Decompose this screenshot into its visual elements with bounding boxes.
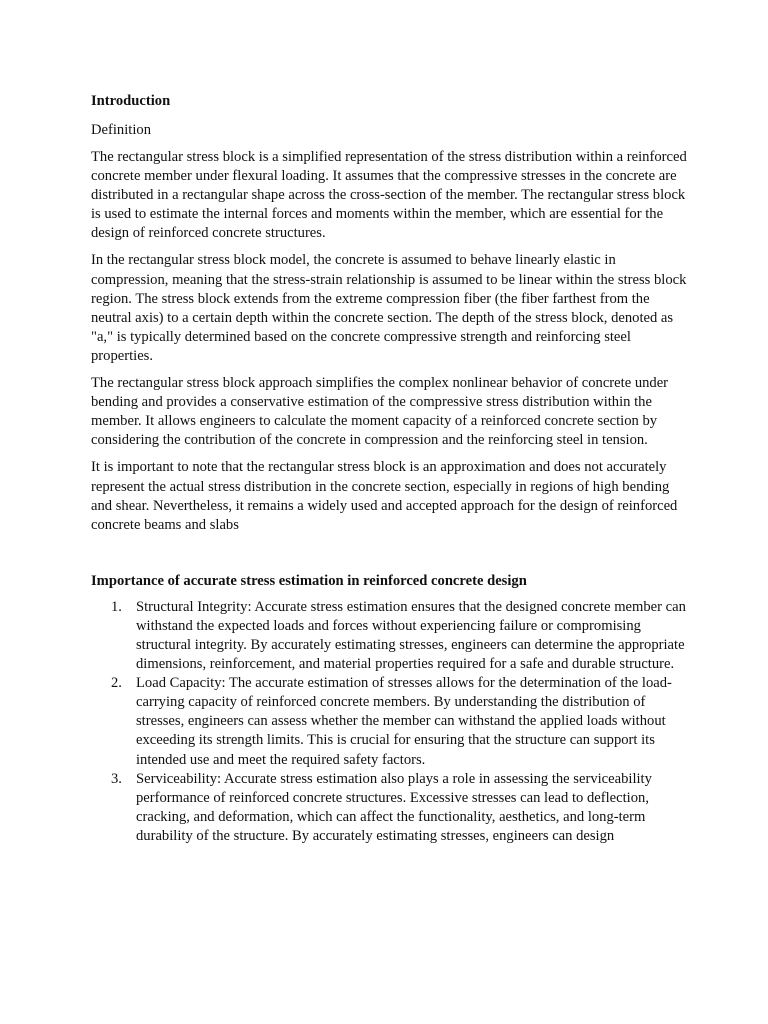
- paragraph-1: The rectangular stress block is a simplified representation of the stress distribution within a reinforced concrete member under flexural loading. It assumes that the compressive stresses in the concrete are distributed in a rectangular shape across the cross-section of the member. The rectangular stress block is used to estimate the internal forces and moments within the member, which are essential for the design of reinforced concrete structures.: [91, 149, 687, 242]
- list-item: [91, 770, 689, 846]
- paragraph-2: In the rectangular stress block model, the concrete is assumed to behave linearly elastic in compression, meaning that the stress-strain relationship is assumed to be linear within the stress block region. The stress block extends from the extreme compression fiber (the fiber farthest from the neutral axis) to a certain depth within the concrete section. The depth of the stress block, denoted as "a," is typically determined based on the concrete compressive strength and reinforcing steel properties.: [91, 252, 687, 364]
- list-item-text: Structural Integrity: Accurate stress estimation ensures that the designed concrete member can withstand the expected loads and forces without experiencing failure or compromising structural integrity. By accurately estimating stresses, engineers can determine the appropriate dimensions, reinforcement, and material properties required for a safe and durable structure.: [136, 598, 686, 673]
- paragraph-4: It is important to note that the rectangular stress block is an approximation and does not accurately represent the actual stress distribution in the concrete section, especially in regions of high bending and shear. Nevertheless, it remains a widely used and accepted approach for the design of reinforced concrete beams and slabs: [91, 459, 678, 533]
- importance-list: [91, 598, 689, 846]
- list-item-text: Load Capacity: The accurate estimation of stresses allows for the determination of the load-carrying capacity of reinforced concrete members. By understanding the distribution of stresses, engineers can assess whether the member can withstand the applied loads without exceeding its strength limits. This is crucial for ensuring that the structure can support its intended use and meet the required safety factors.: [136, 675, 672, 768]
- list-item: [91, 674, 689, 769]
- list-item-number: 3.: [111, 770, 122, 787]
- list-item-number: 2.: [111, 675, 122, 692]
- importance-section-heading: Importance of accurate stress estimation in reinforced concrete design: [91, 572, 527, 589]
- list-item-number: 1.: [111, 598, 122, 615]
- list-item: [91, 598, 689, 674]
- definition-subheading: Definition: [91, 122, 151, 138]
- document-body: [91, 92, 689, 846]
- introduction-heading: Introduction: [91, 93, 171, 109]
- list-item-text: Serviceability: Accurate stress estimation also plays a role in assessing the serviceability performance of reinforced concrete structures. Excessive stresses can lead to deflection, cracking, and deformation, which can affect the functionality, aesthetics, and long-term durability of the structure. By accurately estimating stresses, engineers can design: [136, 770, 652, 844]
- paragraph-3: The rectangular stress block approach simplifies the complex nonlinear behavior of concrete under bending and provides a conservative estimation of the compressive stress distribution within the member. It allows engineers to calculate the moment capacity of a reinforced concrete section by considering the contribution of the concrete in compression and the reinforcing steel in tension.: [91, 375, 669, 449]
